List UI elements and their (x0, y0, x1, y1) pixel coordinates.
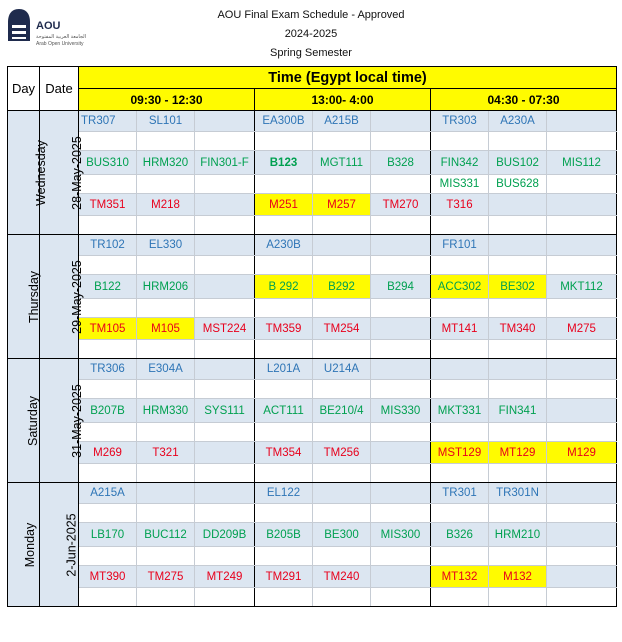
date-label: 2-Jun-2025 (64, 512, 79, 577)
empty-cell (137, 132, 195, 151)
course-cell: MIS330 (371, 399, 431, 423)
course-cell: EL330 (137, 235, 195, 256)
empty-cell (255, 504, 313, 523)
day-label: Wednesday (33, 139, 48, 206)
empty-cell (489, 299, 547, 318)
empty-cell (547, 380, 617, 399)
course-cell: MT390 (79, 566, 137, 588)
slot-header-afternoon: 13:00- 4:00 (255, 89, 431, 111)
course-cell: EA300B (255, 111, 313, 132)
empty-cell (137, 380, 195, 399)
course-cell: HRM210 (489, 523, 547, 547)
course-cell: B122 (79, 275, 137, 299)
date-label: 31-May-2025 (69, 383, 84, 458)
course-cell: M275 (547, 318, 617, 340)
course-cell: L201A (255, 359, 313, 380)
empty-cell (371, 175, 431, 194)
empty-cell (79, 588, 137, 607)
course-cell: MT132 (431, 566, 489, 588)
course-cell: MST129 (431, 442, 489, 464)
empty-cell (489, 216, 547, 235)
empty-cell (195, 256, 255, 275)
empty-cell (195, 340, 255, 359)
course-cell: MKT331 (431, 399, 489, 423)
empty-cell (489, 340, 547, 359)
empty-cell (431, 216, 489, 235)
empty-cell (137, 216, 195, 235)
date-cell (40, 359, 84, 483)
day-cell (8, 483, 40, 607)
course-cell: HRM330 (137, 399, 195, 423)
course-cell: TM351 (79, 194, 137, 216)
empty-cell (195, 483, 255, 504)
empty-cell (195, 175, 255, 194)
schedule-row (8, 483, 617, 504)
logo-arabic: الجامعة العربية المفتوحة (36, 34, 87, 40)
empty-cell (431, 299, 489, 318)
empty-cell (79, 340, 137, 359)
schedule-row (8, 547, 617, 566)
course-cell: B326 (431, 523, 489, 547)
empty-cell (371, 423, 431, 442)
course-cell: FIN341 (489, 399, 547, 423)
empty-cell (371, 380, 431, 399)
empty-cell (195, 504, 255, 523)
course-cell: E304A (137, 359, 195, 380)
date-label: 28-May-2025 (69, 135, 84, 210)
course-cell: ACC302 (431, 275, 489, 299)
empty-cell (195, 359, 255, 380)
empty-cell (137, 175, 195, 194)
course-cell: SL101 (137, 111, 195, 132)
empty-cell (79, 216, 137, 235)
empty-cell (371, 359, 431, 380)
schedule-row (8, 275, 617, 299)
course-cell: BE300 (313, 523, 371, 547)
empty-cell (195, 275, 255, 299)
empty-cell (195, 442, 255, 464)
course-cell: B 292 (255, 275, 313, 299)
course-cell: M251 (255, 194, 313, 216)
schedule-title: AOU Final Exam Schedule - Approved (217, 9, 405, 21)
logo-text: AOU (36, 20, 61, 32)
course-cell: M257 (313, 194, 371, 216)
empty-cell (255, 464, 313, 483)
empty-cell (255, 175, 313, 194)
empty-cell (371, 132, 431, 151)
course-cell: TM240 (313, 566, 371, 588)
slot-header-morning: 09:30 - 12:30 (79, 89, 255, 111)
schedule-row (8, 340, 617, 359)
empty-cell (431, 547, 489, 566)
empty-cell (195, 216, 255, 235)
empty-cell (547, 423, 617, 442)
course-cell: BUS310 (79, 151, 137, 175)
empty-cell (313, 483, 371, 504)
course-cell: A230A (489, 111, 547, 132)
empty-cell (79, 175, 137, 194)
empty-cell (371, 318, 431, 340)
schedule-row (8, 111, 617, 132)
course-cell: DD209B (195, 523, 255, 547)
course-cell: HRM320 (137, 151, 195, 175)
course-cell: T316 (431, 194, 489, 216)
empty-cell (195, 588, 255, 607)
empty-cell (255, 256, 313, 275)
empty-cell (195, 464, 255, 483)
empty-cell (547, 132, 617, 151)
empty-cell (489, 504, 547, 523)
course-cell: MIS112 (547, 151, 617, 175)
course-cell: TM359 (255, 318, 313, 340)
empty-cell (489, 194, 547, 216)
empty-cell (313, 132, 371, 151)
course-cell: A230B (255, 235, 313, 256)
empty-cell (371, 566, 431, 588)
course-cell: M132 (489, 566, 547, 588)
course-cell: M105 (137, 318, 195, 340)
course-cell: BUC112 (137, 523, 195, 547)
course-cell: LB170 (79, 523, 137, 547)
empty-cell (371, 235, 431, 256)
empty-cell (431, 340, 489, 359)
date-column-header: Date (40, 67, 79, 111)
course-cell: EL122 (255, 483, 313, 504)
empty-cell (489, 423, 547, 442)
empty-cell (255, 547, 313, 566)
empty-cell (547, 588, 617, 607)
empty-cell (489, 464, 547, 483)
empty-cell (313, 216, 371, 235)
empty-cell (195, 423, 255, 442)
course-cell: B328 (371, 151, 431, 175)
empty-cell (431, 256, 489, 275)
empty-cell (137, 340, 195, 359)
empty-cell (137, 547, 195, 566)
empty-cell (547, 566, 617, 588)
exam-schedule-table (7, 66, 617, 607)
empty-cell (313, 423, 371, 442)
empty-cell (313, 175, 371, 194)
schedule-row (8, 464, 617, 483)
schedule-row (8, 399, 617, 423)
schedule-row (8, 299, 617, 318)
empty-cell (79, 380, 137, 399)
slot-header-evening: 04:30 - 07:30 (431, 89, 617, 111)
date-cell (40, 235, 84, 359)
course-cell: TR306 (79, 359, 137, 380)
empty-cell (137, 299, 195, 318)
empty-cell (431, 423, 489, 442)
course-cell: HRM206 (137, 275, 195, 299)
empty-cell (489, 235, 547, 256)
empty-cell (195, 235, 255, 256)
empty-cell (371, 464, 431, 483)
academic-year: 2024-2025 (284, 28, 338, 40)
empty-cell (313, 340, 371, 359)
empty-cell (371, 588, 431, 607)
semester: Spring Semester (270, 47, 352, 59)
course-cell: BUS628 (489, 175, 547, 194)
empty-cell (431, 132, 489, 151)
course-cell: TR303 (431, 111, 489, 132)
course-cell: B123 (255, 151, 313, 175)
empty-cell (313, 235, 371, 256)
course-cell: MT129 (489, 442, 547, 464)
empty-cell (431, 380, 489, 399)
empty-cell (547, 504, 617, 523)
schedule-row (8, 423, 617, 442)
empty-cell (79, 423, 137, 442)
empty-cell (79, 547, 137, 566)
logo-subtitle: Arab Open University (36, 41, 84, 47)
empty-cell (371, 340, 431, 359)
course-cell: MT141 (431, 318, 489, 340)
empty-cell (137, 256, 195, 275)
course-cell: B292 (313, 275, 371, 299)
schedule-row (8, 194, 617, 216)
course-cell: TM105 (79, 318, 137, 340)
empty-cell (489, 132, 547, 151)
empty-cell (431, 359, 489, 380)
schedule-row (8, 151, 617, 175)
empty-cell (489, 380, 547, 399)
date-label: 29-May-2025 (69, 259, 84, 334)
schedule-row (8, 175, 617, 194)
empty-cell (195, 132, 255, 151)
schedule-row (8, 359, 617, 380)
empty-cell (547, 359, 617, 380)
empty-cell (195, 194, 255, 216)
empty-cell (547, 235, 617, 256)
day-label: Saturday (26, 395, 41, 446)
empty-cell (371, 299, 431, 318)
empty-cell (547, 216, 617, 235)
schedule-row (8, 566, 617, 588)
empty-cell (313, 380, 371, 399)
empty-cell (371, 256, 431, 275)
course-cell: MST224 (195, 318, 255, 340)
empty-cell (79, 256, 137, 275)
empty-cell (431, 464, 489, 483)
empty-cell (547, 194, 617, 216)
empty-cell (79, 299, 137, 318)
empty-cell (371, 504, 431, 523)
empty-cell (547, 340, 617, 359)
course-cell: A215B (313, 111, 371, 132)
empty-cell (371, 216, 431, 235)
course-cell: M129 (547, 442, 617, 464)
course-cell: MIS300 (371, 523, 431, 547)
course-cell: MKT112 (547, 275, 617, 299)
empty-cell (137, 464, 195, 483)
course-cell: MT249 (195, 566, 255, 588)
course-cell: ACT111 (255, 399, 313, 423)
empty-cell (547, 399, 617, 423)
time-header: Time (Egypt local time) (79, 67, 617, 89)
empty-cell (431, 504, 489, 523)
course-cell: BE210/4 (313, 399, 371, 423)
empty-cell (547, 175, 617, 194)
schedule-row (8, 523, 617, 547)
schedule-row (8, 588, 617, 607)
empty-cell (255, 380, 313, 399)
empty-cell (371, 547, 431, 566)
empty-cell (547, 256, 617, 275)
day-column-header: Day (8, 67, 40, 111)
empty-cell (313, 256, 371, 275)
course-cell: BE302 (489, 275, 547, 299)
day-label: Thursday (27, 270, 42, 323)
course-cell: A215A (79, 483, 137, 504)
course-cell: BUS102 (489, 151, 547, 175)
empty-cell (489, 547, 547, 566)
schedule-row (8, 132, 617, 151)
course-cell: TM270 (371, 194, 431, 216)
empty-cell (195, 380, 255, 399)
empty-cell (137, 423, 195, 442)
course-cell: SYS111 (195, 399, 255, 423)
schedule-row (8, 216, 617, 235)
schedule-row (8, 504, 617, 523)
schedule-row (8, 235, 617, 256)
empty-cell (313, 547, 371, 566)
course-cell: T321 (137, 442, 195, 464)
empty-cell (255, 423, 313, 442)
schedule-row (8, 380, 617, 399)
day-cell (8, 359, 40, 483)
empty-cell (255, 340, 313, 359)
course-cell: TM254 (313, 318, 371, 340)
empty-cell (195, 299, 255, 318)
day-label: Monday (23, 522, 38, 567)
course-cell: B294 (371, 275, 431, 299)
course-cell: M218 (137, 194, 195, 216)
day-cell (8, 235, 40, 359)
empty-cell (255, 299, 313, 318)
schedule-row (8, 256, 617, 275)
course-cell: MIS331 (431, 175, 489, 194)
empty-cell (547, 464, 617, 483)
empty-cell (137, 588, 195, 607)
course-cell: TR301N (489, 483, 547, 504)
course-cell: TM256 (313, 442, 371, 464)
course-cell: TM354 (255, 442, 313, 464)
course-cell: M269 (79, 442, 137, 464)
empty-cell (313, 299, 371, 318)
empty-cell (371, 483, 431, 504)
empty-cell (137, 483, 195, 504)
course-cell: U214A (313, 359, 371, 380)
page-header (0, 0, 622, 66)
empty-cell (371, 111, 431, 132)
schedule-row (8, 442, 617, 464)
empty-cell (547, 547, 617, 566)
course-cell: FIN342 (431, 151, 489, 175)
course-cell: B207B (79, 399, 137, 423)
empty-cell (255, 132, 313, 151)
empty-cell (547, 111, 617, 132)
course-cell: TM275 (137, 566, 195, 588)
empty-cell (431, 588, 489, 607)
empty-cell (489, 359, 547, 380)
empty-cell (79, 464, 137, 483)
empty-cell (79, 132, 137, 151)
course-cell: MGT111 (313, 151, 371, 175)
empty-cell (195, 547, 255, 566)
course-cell: FIN301-F (195, 151, 255, 175)
empty-cell (313, 504, 371, 523)
empty-cell (195, 111, 255, 132)
course-cell: TM340 (489, 318, 547, 340)
empty-cell (371, 442, 431, 464)
empty-cell (313, 464, 371, 483)
empty-cell (255, 216, 313, 235)
course-cell: B205B (255, 523, 313, 547)
empty-cell (79, 504, 137, 523)
schedule-row (8, 318, 617, 340)
empty-cell (255, 588, 313, 607)
empty-cell (489, 256, 547, 275)
course-cell: TR301 (431, 483, 489, 504)
course-cell: TR307 (79, 111, 137, 132)
empty-cell (313, 588, 371, 607)
empty-cell (137, 504, 195, 523)
day-cell (8, 111, 48, 235)
course-cell: FR101 (431, 235, 489, 256)
empty-cell (547, 483, 617, 504)
course-cell: TM291 (255, 566, 313, 588)
empty-cell (547, 523, 617, 547)
empty-cell (547, 299, 617, 318)
empty-cell (489, 588, 547, 607)
date-cell (40, 483, 79, 607)
course-cell: TR102 (79, 235, 137, 256)
